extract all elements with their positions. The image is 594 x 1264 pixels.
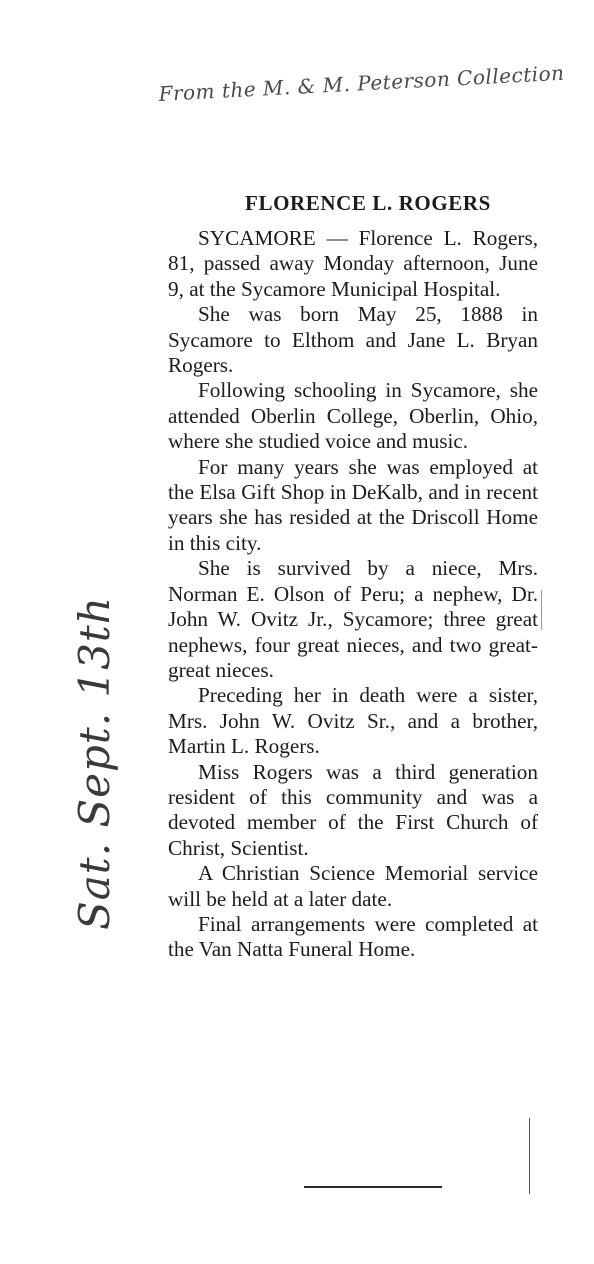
article-headline: FLORENCE L. ROGERS [245,191,491,215]
article-paragraph: Following schooling in Sycamore, she attended Oberlin College, Oberlin, Ohio, where she studied voice and music. [168,378,538,454]
obituary-clipping [168,190,538,963]
article-paragraph: For many years she was employed at the Elsa Gift Shop in DeKalb, and in recent years she has resided at the Driscoll Home in this city. [168,454,538,555]
article-paragraph: SYCAMORE — Florence L. Rogers, 81, passed away Monday afternoon, June 9, at the Sycamore Municipal Hospital. [168,226,538,301]
column-rule-mark [529,1118,530,1194]
article-body [168,226,538,963]
article-paragraph: She is survived by a niece, Mrs. Norman E. Olson of Peru; a nephew, Dr. John W. Ovitz Jr., Sycamore; three great nephews, four great nieces, and two great-great nieces. [168,556,538,682]
article-end-rule [304,1186,442,1188]
handwritten-date-note: Sat. Sept. 13th [70,596,119,930]
article-paragraph: Preceding her in death were a sister, Mrs. John W. Ovitz Sr., and a brother, Martin L. Rogers. [168,683,538,759]
article-paragraph: Miss Rogers was a third generation resident of this community and was a devoted member of the First Church of Christ, Scientist. [168,759,538,860]
article-paragraph: Final arrangements were completed at the Van Natta Funeral Home. [168,911,538,962]
column-rule-mark [541,590,542,630]
handwritten-collection-note: From the M. & M. Peterson Collection [158,60,566,106]
article-paragraph: She was born May 25, 1888 in Sycamore to Elthom and Jane L. Bryan Rogers. [168,302,538,378]
article-paragraph: A Christian Science Memorial service will be held at a later date. [168,861,538,911]
